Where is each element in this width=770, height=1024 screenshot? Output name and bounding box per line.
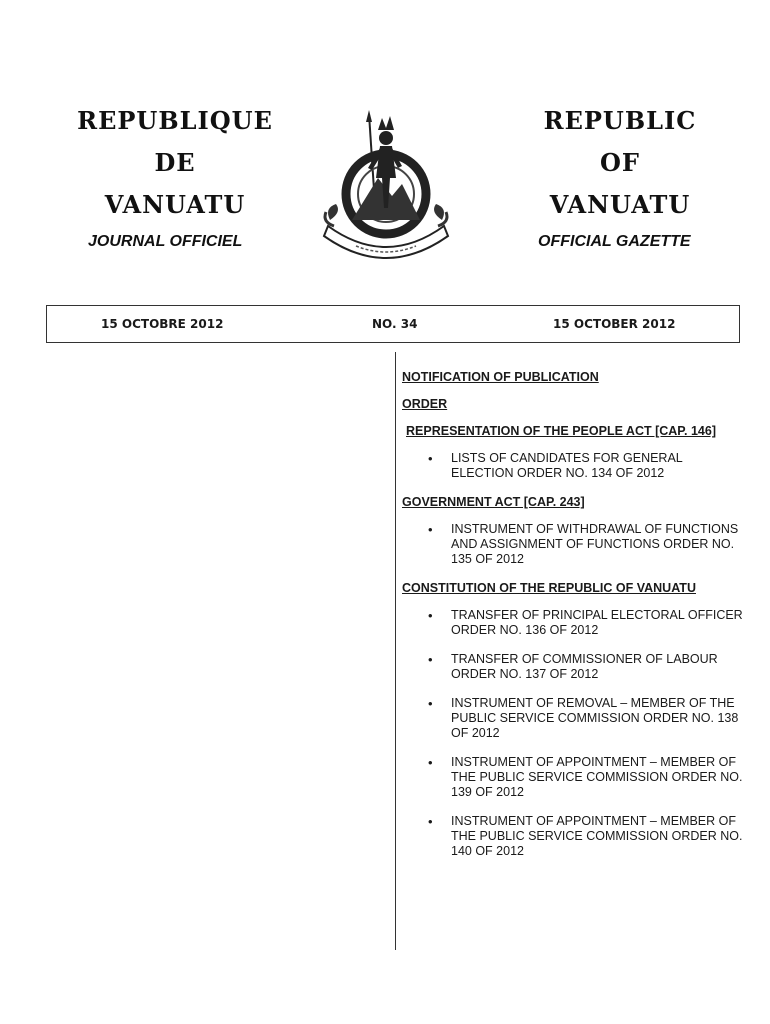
french-heading: [70, 100, 280, 226]
order-heading: ORDER: [402, 397, 448, 411]
official-gazette-title: OFFICIAL GAZETTE: [538, 233, 691, 250]
heading-line: REPUBLIQUE: [77, 106, 273, 135]
list-item: • INSTRUMENT OF REMOVAL – MEMBER OF THE PUBLIC SERVICE COMMISSION ORDER NO. 138 OF 2012: [402, 696, 747, 741]
list-item: • INSTRUMENT OF APPOINTMENT – MEMBER OF THE PUBLIC SERVICE COMMISSION ORDER NO. 139 OF 2012: [402, 755, 747, 800]
heading-line: OF: [600, 148, 640, 177]
section-heading: GOVERNMENT ACT [CAP. 243]: [402, 495, 585, 509]
column-divider: [395, 352, 396, 950]
section-heading: REPRESENTATION OF THE PEOPLE ACT [CAP. 146]: [406, 424, 716, 438]
section-items: [402, 522, 747, 567]
heading-line: VANUATU: [104, 190, 246, 219]
section-items: [402, 451, 747, 481]
date-french: 15 OCTOBRE 2012: [101, 317, 224, 331]
heading-line: REPUBLIC: [543, 106, 697, 135]
issue-date-bar: [46, 305, 740, 343]
heading-line: DE: [154, 148, 196, 177]
list-item: • LISTS OF CANDIDATES FOR GENERAL ELECTION ORDER NO. 134 OF 2012: [402, 451, 747, 481]
section-items: [402, 608, 747, 859]
list-item: • TRANSFER OF PRINCIPAL ELECTORAL OFFICER ORDER NO. 136 OF 2012: [402, 608, 747, 638]
list-item: • INSTRUMENT OF WITHDRAWAL OF FUNCTIONS AND ASSIGNMENT OF FUNCTIONS ORDER NO. 135 OF 2012: [402, 522, 747, 567]
section-heading: CONSTITUTION OF THE REPUBLIC OF VANUATU: [402, 581, 696, 595]
issue-number: NO. 34: [372, 317, 418, 331]
english-heading: [515, 100, 725, 226]
list-item: • TRANSFER OF COMMISSIONER OF LABOUR ORDER NO. 137 OF 2012: [402, 652, 747, 682]
table-of-contents: [402, 370, 747, 873]
list-item: • INSTRUMENT OF APPOINTMENT – MEMBER OF THE PUBLIC SERVICE COMMISSION ORDER NO. 140 OF 2012: [402, 814, 747, 859]
vanuatu-coat-of-arms-icon: [316, 108, 456, 268]
journal-officiel-title: JOURNAL OFFICIEL: [88, 233, 243, 250]
heading-line: VANUATU: [549, 190, 691, 219]
date-english: 15 OCTOBER 2012: [553, 317, 676, 331]
notification-heading: NOTIFICATION OF PUBLICATION: [402, 370, 599, 384]
